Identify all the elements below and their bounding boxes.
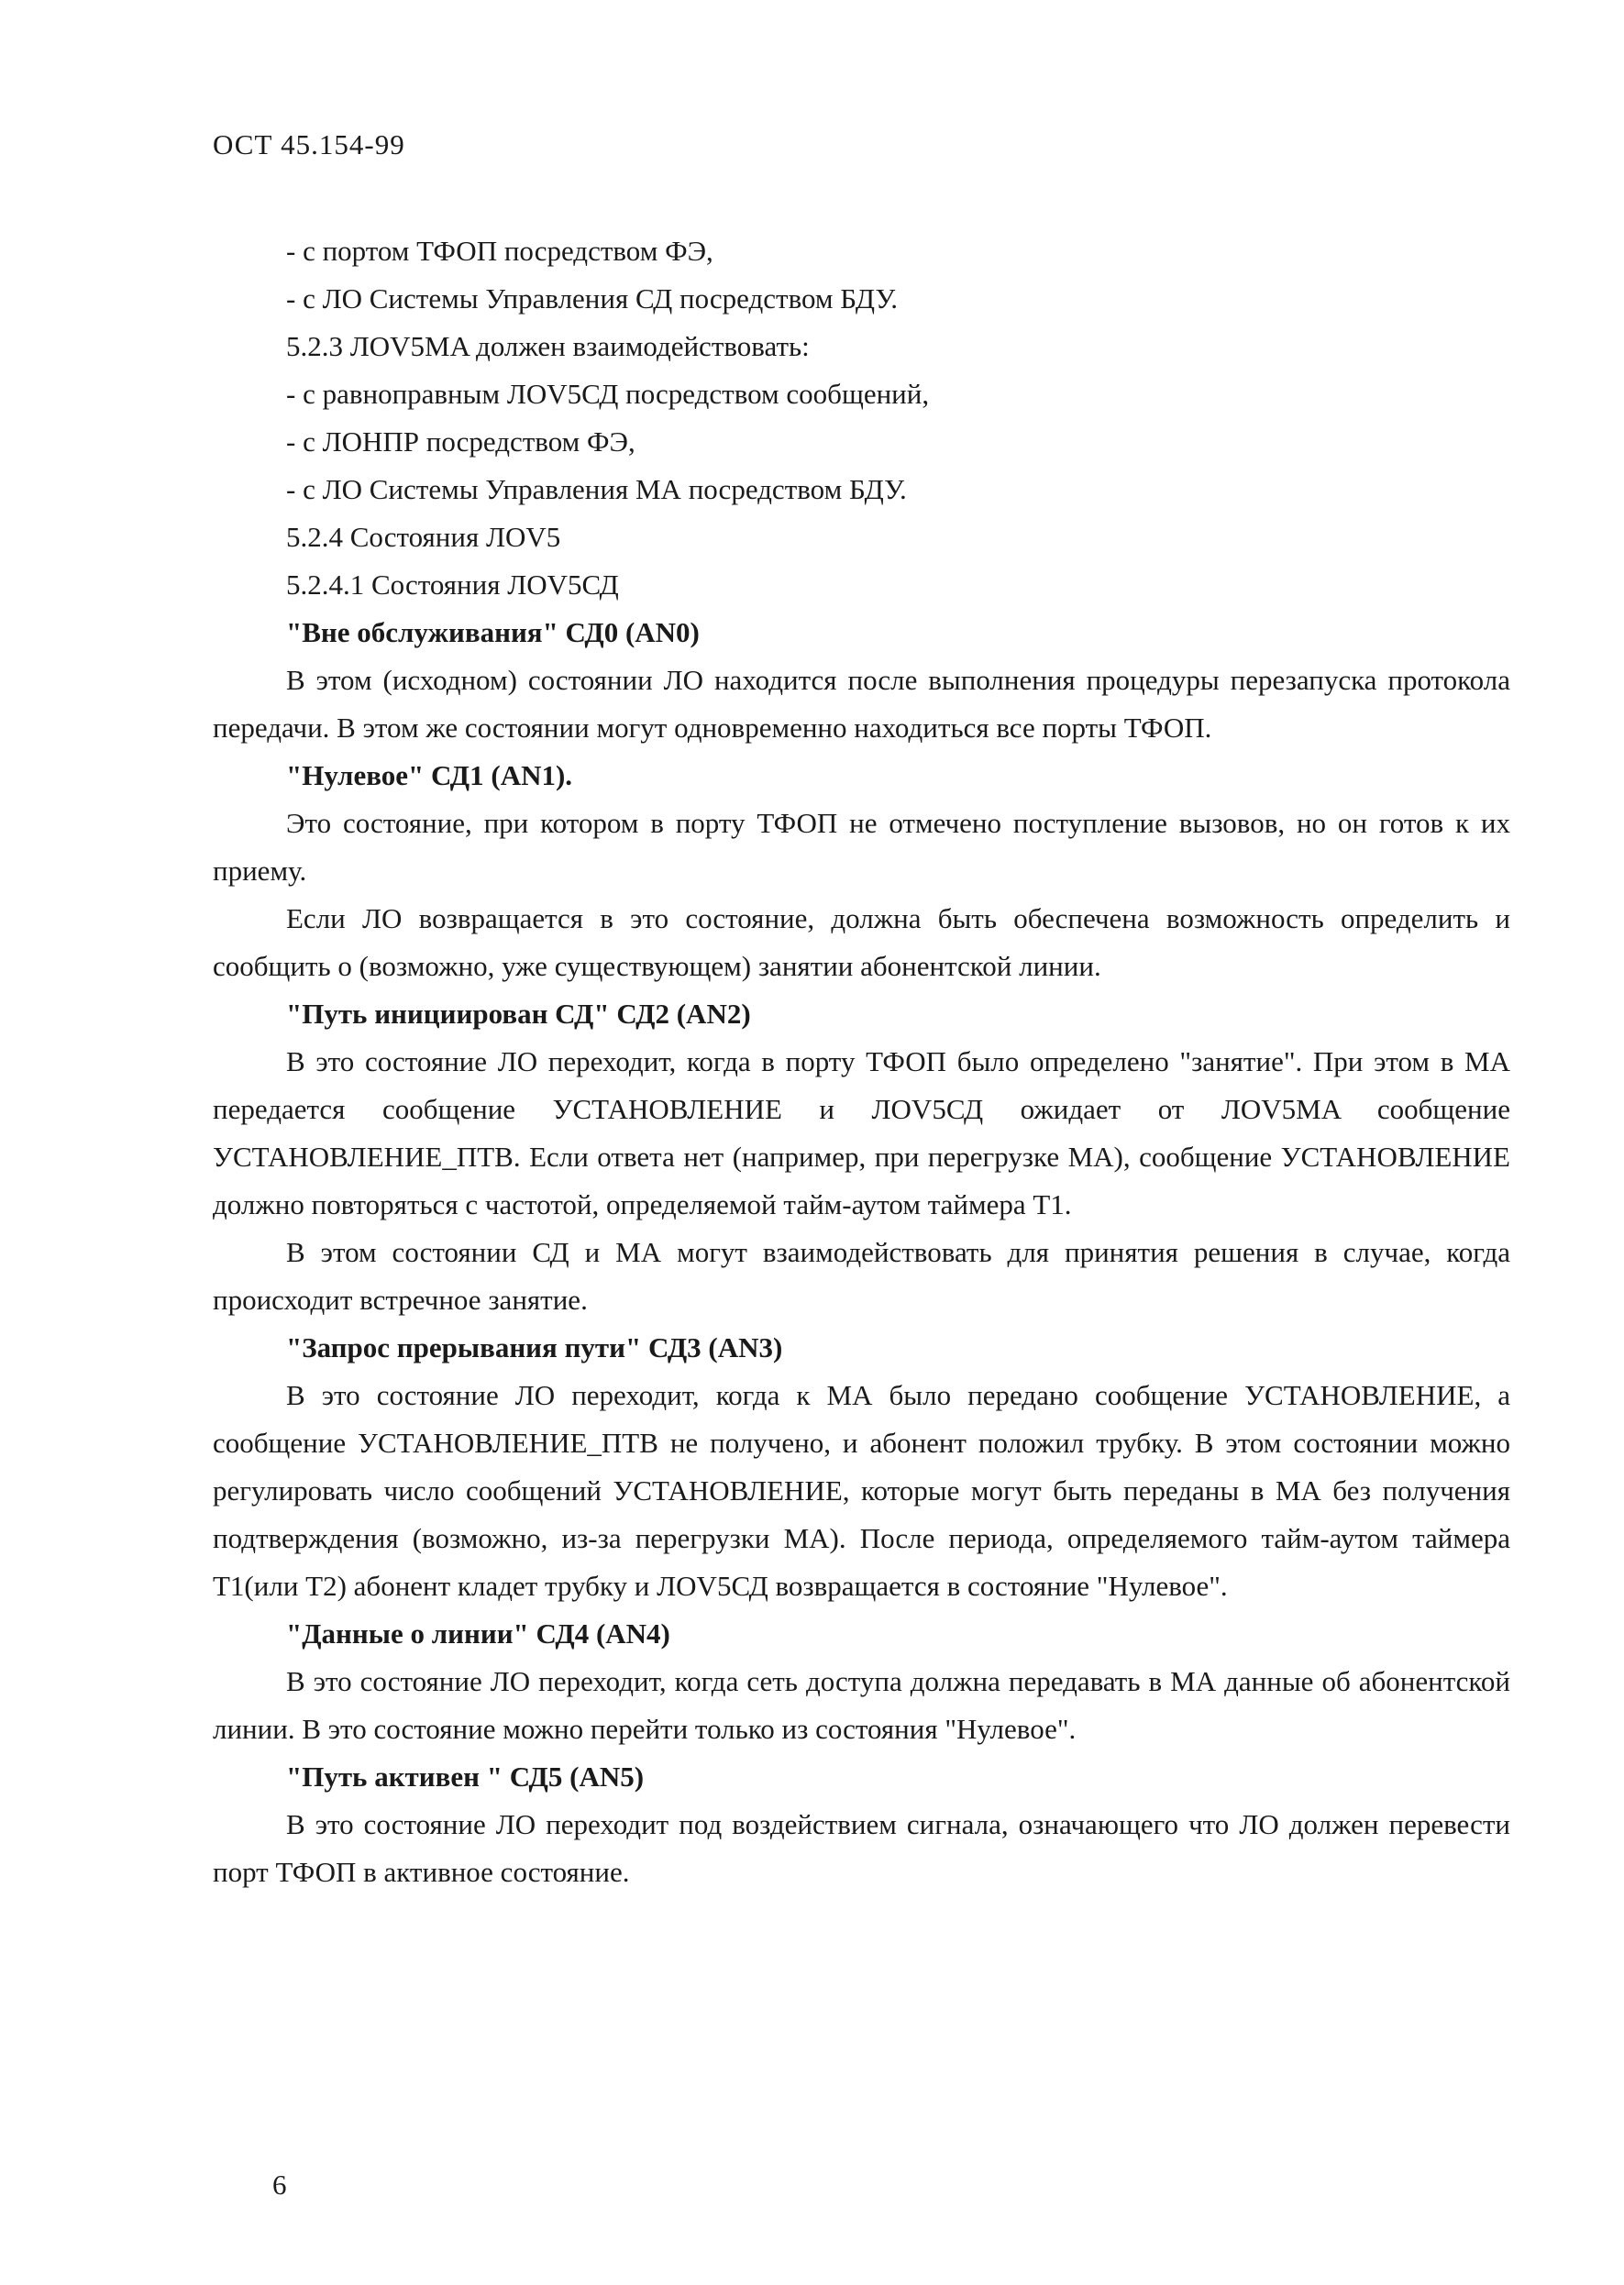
list-item: - с ЛО Системы Управления СД посредством БДУ.	[286, 282, 899, 315]
state-title: "Вне обслуживания" СД0 (AN0)	[286, 616, 700, 648]
state-paragraph: В этом состоянии СД и МА могут взаимодействовать для принятия решения в случае, когда происходит встречное занятие.	[213, 1236, 1510, 1316]
state-block-an3	[213, 1324, 1510, 1610]
state-paragraph: Это состояние, при котором в порту ТФОП не отмечено поступление вызовов, но он готов к их приему.	[213, 807, 1510, 887]
state-block-an2	[213, 990, 1510, 1324]
state-paragraph: В этом (исходном) состоянии ЛО находится после выполнения процедуры перезапуска протокола передачи. В этом же состоянии могут одновременно находиться все порты ТФОП.	[213, 664, 1510, 744]
state-block-an0	[213, 609, 1510, 752]
state-title: "Путь инициирован СД" СД2 (AN2)	[286, 998, 751, 1030]
state-block-an1	[213, 752, 1510, 990]
state-title: "Нулевое" СД1 (AN1).	[286, 759, 573, 791]
state-paragraph: Если ЛО возвращается в это состояние, должна быть обеспечена возможность определить и сообщить о (возможно, уже существующем) занятии абонентской линии.	[213, 902, 1510, 982]
document-body	[213, 227, 1510, 1896]
list-item: - с ЛО Системы Управления МА посредством БДУ.	[286, 473, 907, 505]
state-block-an4	[213, 1610, 1510, 1753]
page-number: 6	[272, 2169, 287, 2201]
section-heading: 5.2.4 Состояния ЛОV5	[286, 521, 561, 553]
section-clause: 5.2.3 ЛОV5MA должен взаимодействовать:	[286, 330, 810, 362]
subsection-heading: 5.2.4.1 Состояния ЛОV5СД	[286, 568, 619, 601]
state-paragraph: В это состояние ЛО переходит под воздействием сигнала, означающего что ЛО должен перевести порт ТФОП в активное состояние.	[213, 1808, 1510, 1888]
list-item: - с портом ТФОП посредством ФЭ,	[286, 235, 713, 267]
state-paragraph: В это состояние ЛО переходит, когда в порту ТФОП было определено "занятие". При этом в МА передается сообщение УСТАНОВЛЕНИЕ и ЛОV5СД ожидает от ЛОV5MA сообщение УСТАНОВЛЕНИЕ_ПТВ. Если ответа нет (например, при перегрузке МА), сообщение УСТАНОВЛЕНИЕ должно повторяться с частотой, определяемой тайм-аутом таймера Т1.	[213, 1045, 1510, 1220]
state-title: "Запрос прерывания пути" СД3 (AN3)	[286, 1331, 783, 1363]
document-header: ОСТ 45.154-99	[213, 128, 405, 160]
state-paragraph: В это состояние ЛО переходит, когда сеть доступа должна передавать в МА данные об абонентской линии. В это состояние можно перейти только из состояния "Нулевое".	[213, 1665, 1510, 1745]
state-title: "Путь активен " СД5 (AN5)	[286, 1761, 645, 1793]
state-block-an5	[213, 1753, 1510, 1896]
list-item: - с равноправным ЛОV5СД посредством сообщений,	[286, 378, 930, 410]
list-item: - с ЛОНПР посредством ФЭ,	[286, 425, 635, 458]
state-title: "Данные о линии" СД4 (AN4)	[286, 1617, 670, 1650]
state-paragraph: В это состояние ЛО переходит, когда к МА было передано сообщение УСТАНОВЛЕНИЕ, а сообщение УСТАНОВЛЕНИЕ_ПТВ не получено, и абонент положил трубку. В этом состоянии можно регулировать число сообщений УСТАНОВЛЕНИЕ, которые могут быть переданы в МА без получения подтверждения (возможно, из-за перегрузки МА). После периода, определяемого тайм-аутом таймера Т1(или Т2) абонент кладет трубку и ЛОV5СД возвращается в состояние "Нулевое".	[213, 1379, 1510, 1602]
